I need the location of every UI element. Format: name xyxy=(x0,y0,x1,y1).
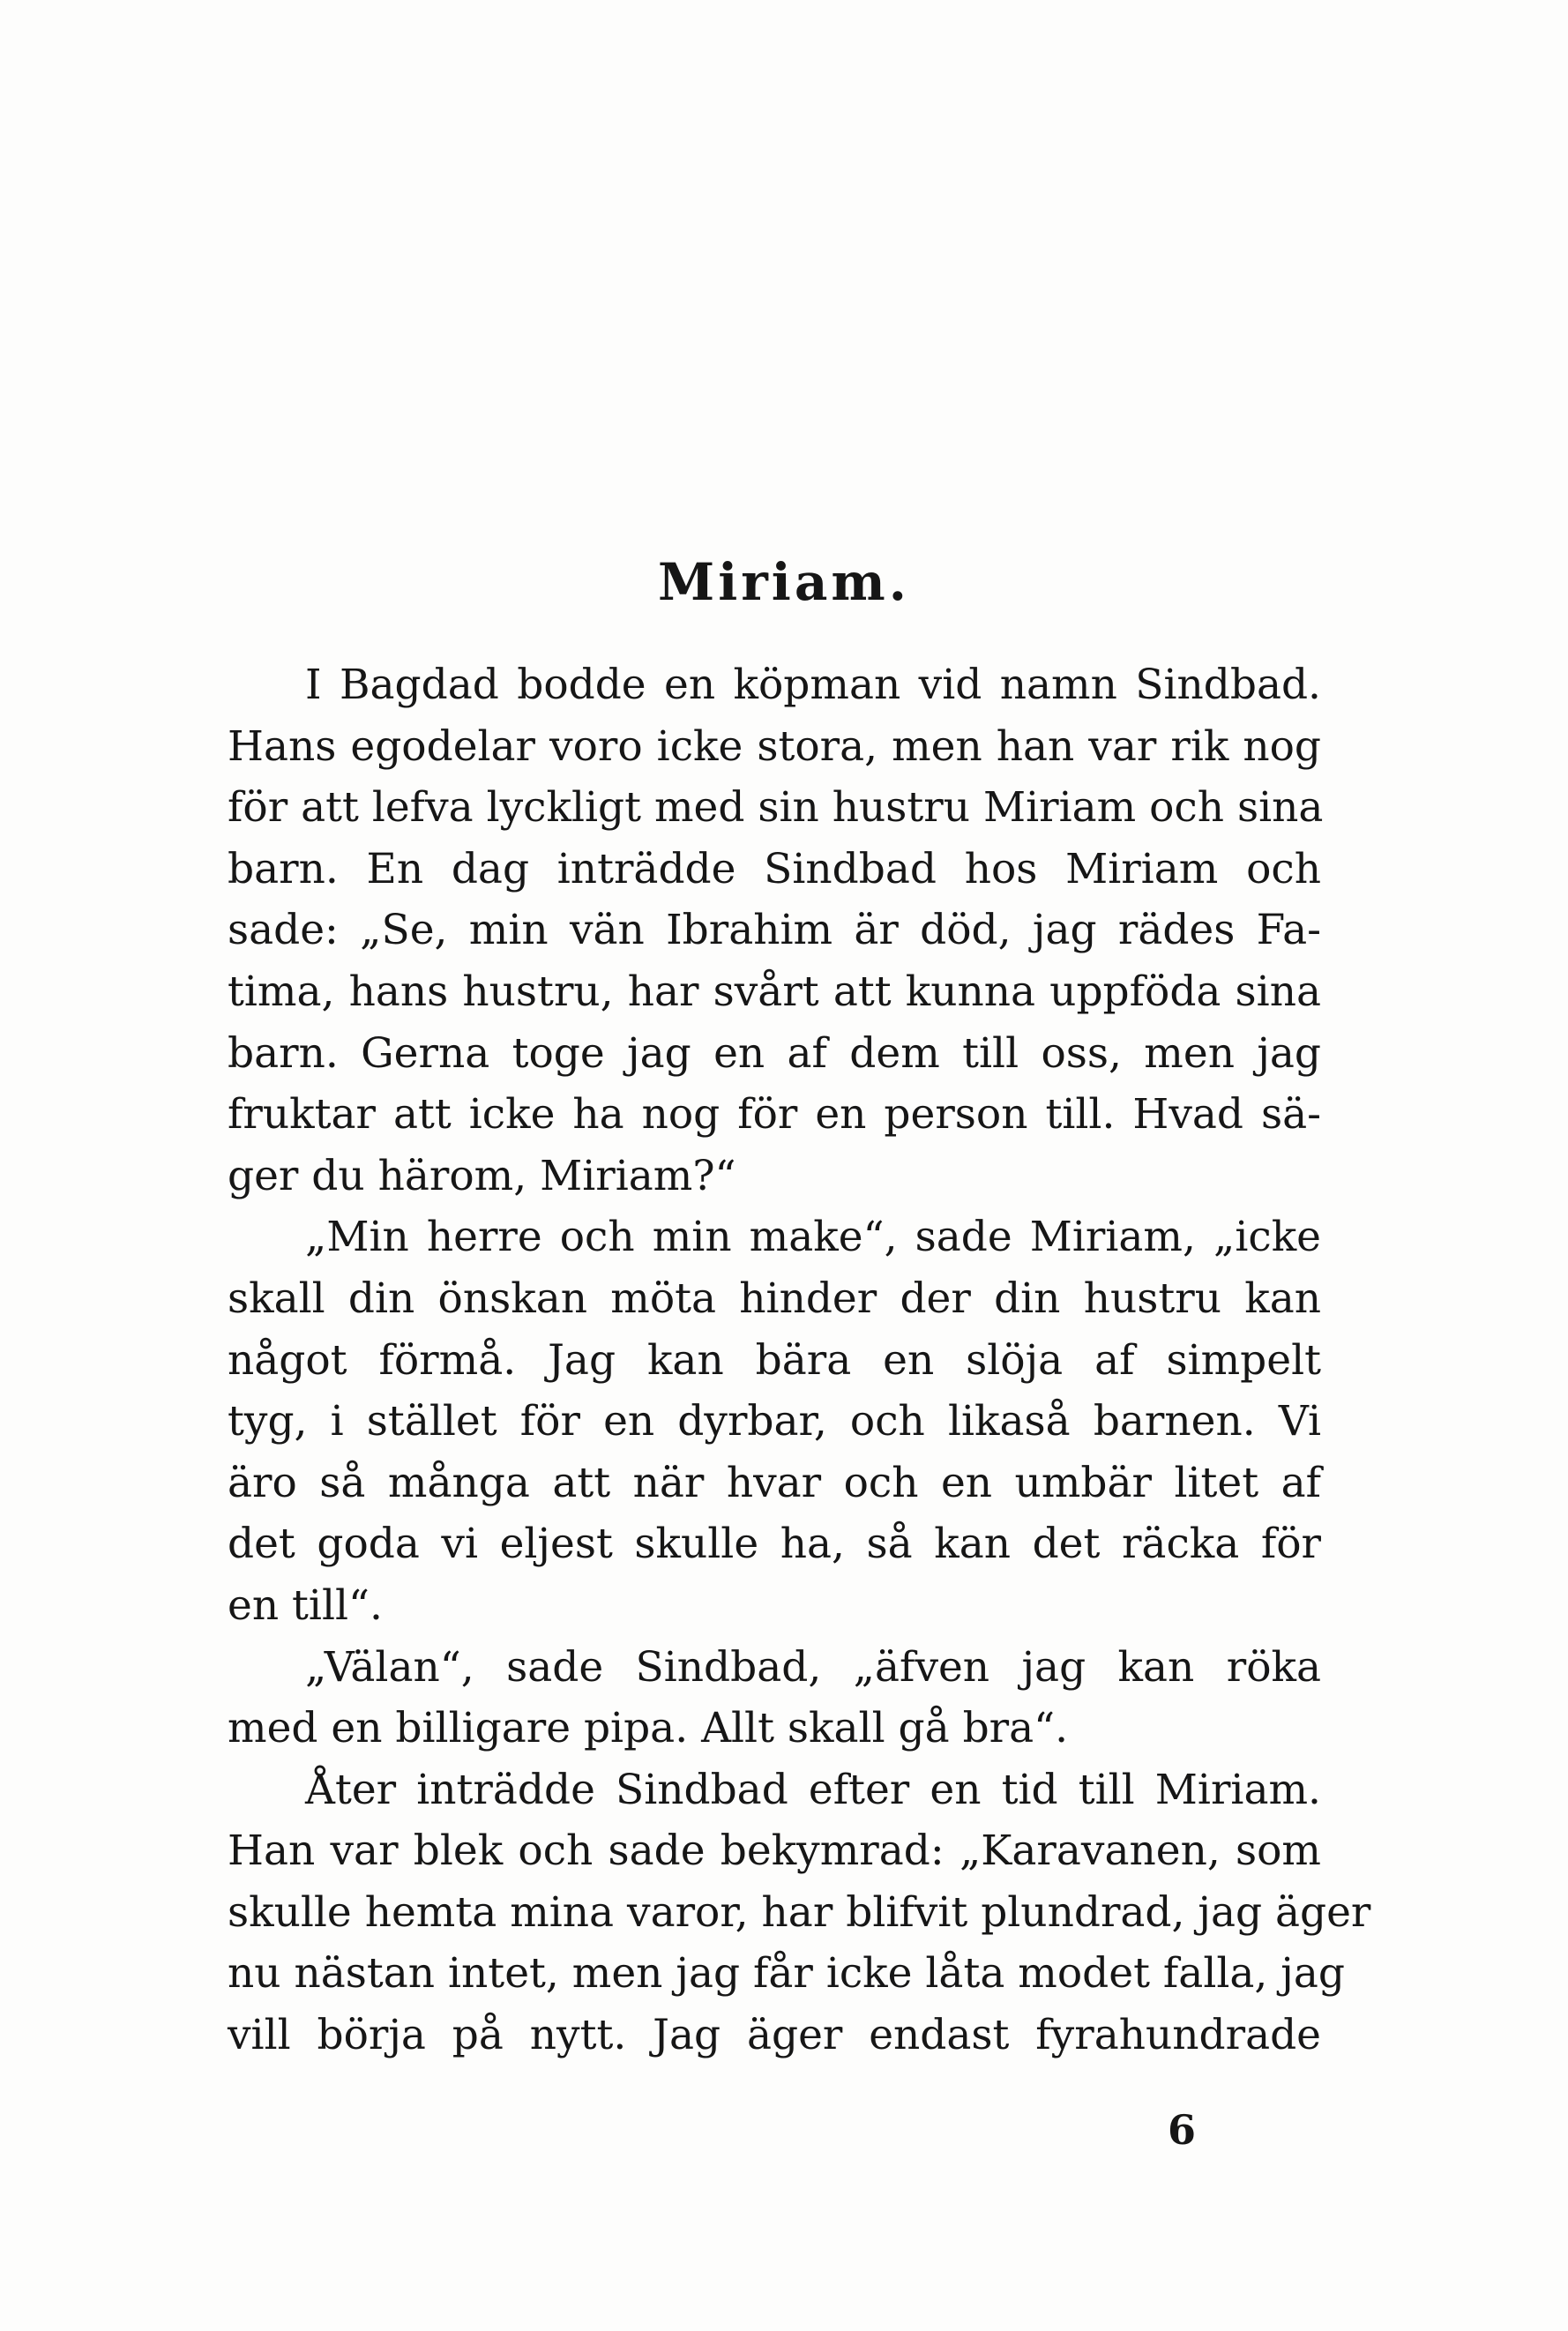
text-line: Åter inträdde Sindbad efter en tid till Miriam. xyxy=(305,1765,1321,1814)
text-line: det goda vi eljest skulle ha, så kan det räcka för xyxy=(228,1520,1321,1569)
text-line: tyg, i stället för en dyrbar, och likaså barnen. Vi xyxy=(228,1397,1321,1446)
text-line: barn. Gerna toge jag en af dem till oss, men jag xyxy=(228,1028,1321,1078)
text-line: för att lefva lyckligt med sin hustru Miriam och sina xyxy=(228,783,1324,833)
body-text xyxy=(228,654,1371,2066)
text-line: med en billigare pipa. Allt skall gå bra“. xyxy=(228,1704,1069,1753)
text-line: „Välan“, sade Sindbad, „äfven jag kan röka xyxy=(305,1642,1321,1692)
text-line: fruktar att icke ha nog för en person till. Hvad sä- xyxy=(228,1090,1321,1139)
text-line: I Bagdad bodde en köpman vid namn Sindbad. xyxy=(305,661,1321,709)
text-line: Hans egodelar voro icke stora, men han var rik nog xyxy=(228,721,1321,771)
text-line: „Min herre och min make“, sade Miriam, „icke xyxy=(305,1213,1321,1262)
text-line: Han var blek och sade bekymrad: „Karavanen, som xyxy=(228,1827,1321,1876)
text-line: skulle hemta mina varor, har blifvit plundrad, jag äger xyxy=(228,1887,1371,1937)
text-line: en till“. xyxy=(228,1580,383,1630)
text-line: ger du härom, Miriam?“ xyxy=(228,1151,736,1200)
text-line: skall din önskan möta hinder der din hustru kan xyxy=(228,1274,1321,1323)
text-line: nu nästan intet, men jag får icke låta modet falla, jag xyxy=(228,1949,1345,1999)
text-line: sade: „Se, min vän Ibrahim är död, jag rädes Fa- xyxy=(228,906,1321,955)
text-line: något förmå. Jag kan bära en slöja af simpelt xyxy=(228,1335,1321,1385)
chapter-title: Miriam. xyxy=(658,552,910,612)
text-line: vill börja på nytt. Jag äger endast fyrahundrade xyxy=(228,2011,1321,2060)
text-line: tima, hans hustru, har svårt att kunna uppföda sina xyxy=(228,967,1321,1016)
page-number: 6 xyxy=(1167,2106,1196,2154)
text-line: barn. En dag inträdde Sindbad hos Miriam och xyxy=(228,844,1321,893)
text-line: äro så många att när hvar och en umbär litet af xyxy=(228,1458,1321,1507)
